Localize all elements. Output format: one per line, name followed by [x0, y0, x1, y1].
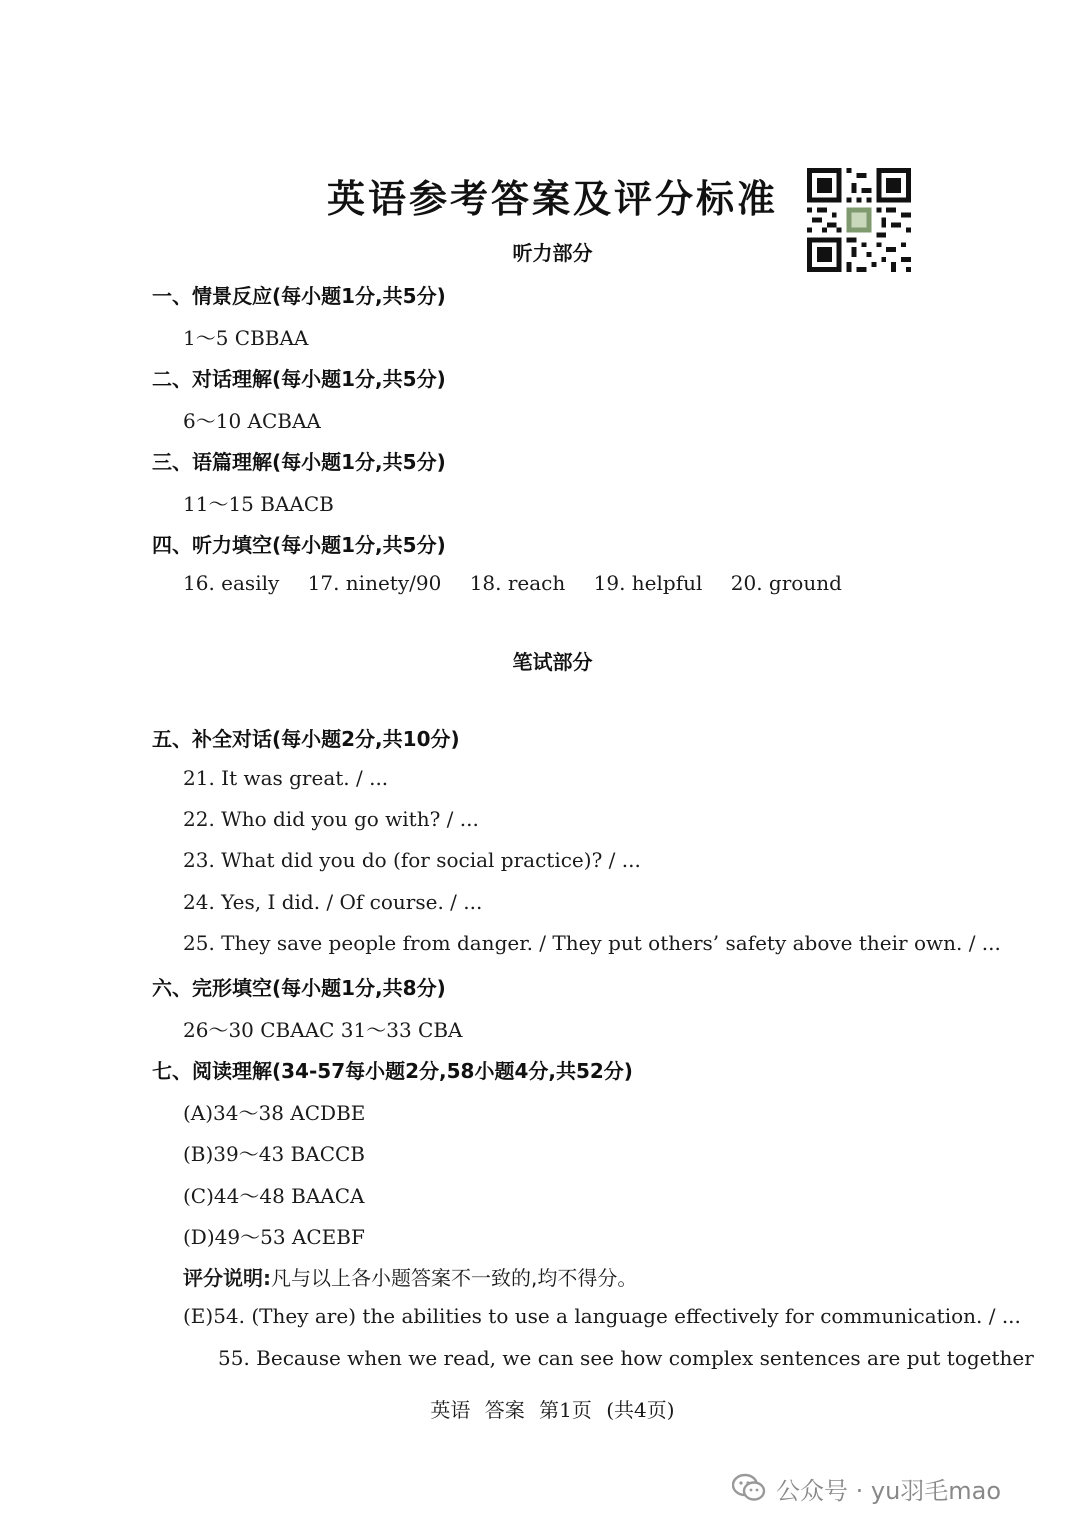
- answer-54: (E)54. (They are) the abilities to use a language effectively for communication. / ...: [183, 1304, 1021, 1328]
- section-4-heading: 四、听力填空(每小题1分,共5分): [152, 533, 446, 557]
- page-footer: 英语 答案 第1页 (共4页): [430, 1398, 675, 1422]
- wechat-icon: [732, 1473, 766, 1503]
- answer-25: 25. They save people from danger. / They put others’ safety above their own. / ...: [183, 931, 1001, 955]
- answer-23: 23. What did you do (for social practice)? / ...: [183, 848, 641, 872]
- answer-19: 19. helpful: [593, 571, 703, 595]
- section-7-heading: 七、阅读理解(34-57每小题2分,58小题4分,共52分): [152, 1059, 633, 1083]
- answer-20: 20. ground: [730, 571, 842, 595]
- answer-17: 17. ninety/90: [307, 571, 442, 595]
- listening-part-heading: 听力部分: [512, 241, 593, 265]
- answer-16: 16. easily: [183, 571, 280, 595]
- section-1-heading: 一、情景反应(每小题1分,共5分): [152, 284, 446, 308]
- section-6-answer: 26～30 CBAAC 31～33 CBA: [183, 1018, 463, 1042]
- answer-24: 24. Yes, I did. / Of course. / ...: [183, 890, 483, 914]
- watermark-text: 公众号 · yu羽毛mao: [776, 1476, 1002, 1505]
- answer-21: 21. It was great. / ...: [183, 766, 389, 790]
- section-3-heading: 三、语篇理解(每小题1分,共5分): [152, 450, 446, 474]
- answer-18: 18. reach: [469, 571, 566, 595]
- answer-22: 22. Who did you go with? / ...: [183, 807, 479, 831]
- writing-part-heading: 笔试部分: [512, 650, 593, 674]
- page-title: 英语参考答案及评分标准: [326, 177, 778, 221]
- section-6-heading: 六、完形填空(每小题1分,共8分): [152, 976, 446, 1000]
- section-1-answer: 1～5 CBBAA: [183, 326, 309, 350]
- section-5-heading: 五、补全对话(每小题2分,共10分): [152, 727, 460, 751]
- section-2-answer: 6～10 ACBAA: [183, 409, 321, 433]
- watermark: [732, 1468, 1001, 1508]
- answer-c: (C)44～48 BAACA: [183, 1184, 365, 1208]
- section-4-answers: [183, 571, 864, 595]
- grading-note-label: 评分说明:: [183, 1266, 271, 1290]
- section-3-answer: 11～15 BAACB: [183, 492, 334, 516]
- grading-note: [183, 1262, 637, 1291]
- answer-d: (D)49～53 ACEBF: [183, 1225, 365, 1249]
- answer-55: 55. Because when we read, we can see how complex sentences are put together: [218, 1346, 1034, 1370]
- answer-a: (A)34～38 ACDBE: [183, 1101, 366, 1125]
- grading-note-text: 凡与以上各小题答案不一致的,均不得分。: [271, 1266, 638, 1290]
- answer-b: (B)39～43 BACCB: [183, 1142, 366, 1166]
- section-2-heading: 二、对话理解(每小题1分,共5分): [152, 367, 446, 391]
